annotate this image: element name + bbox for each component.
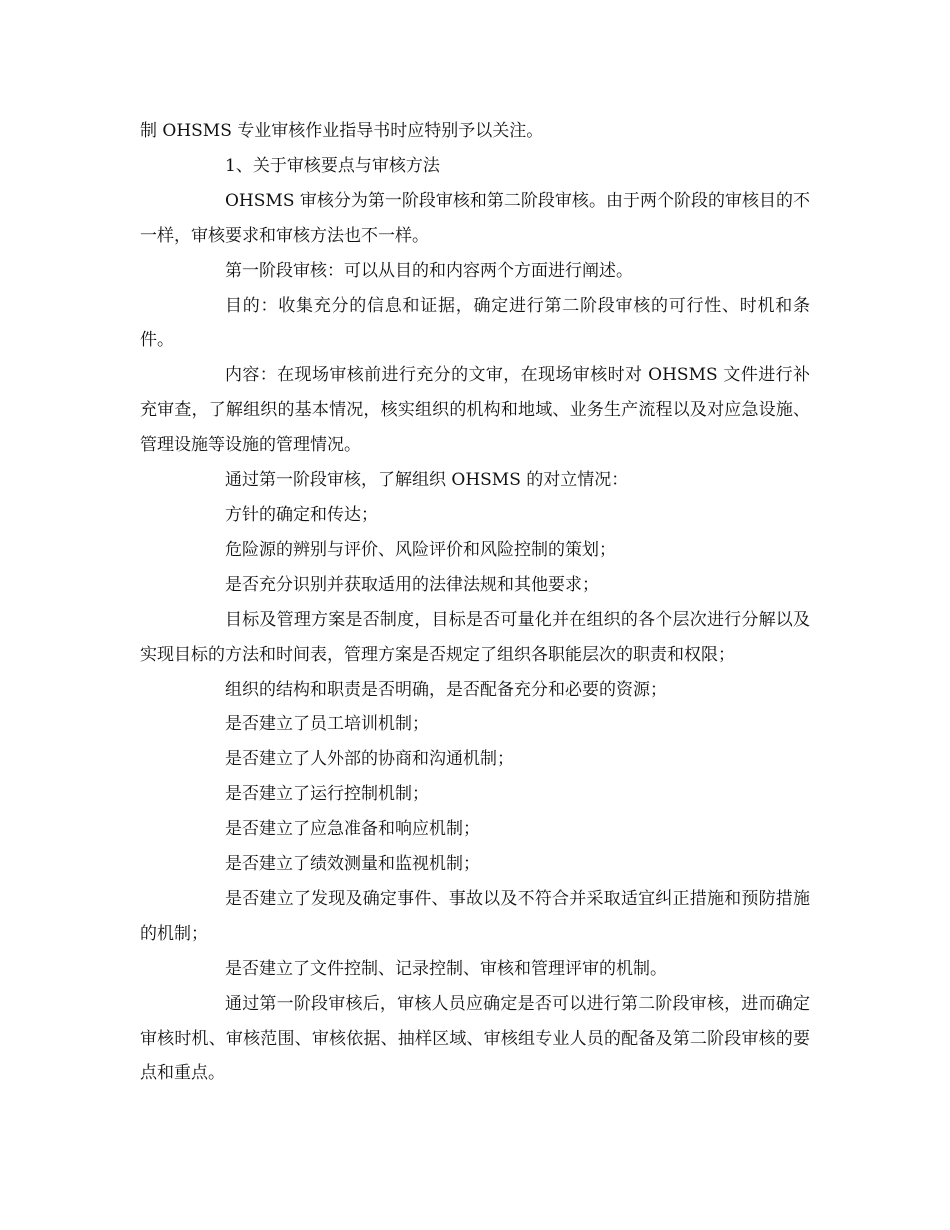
paragraph: 目的：收集充分的信息和证据，确定进行第二阶段审核的可行性、时机和条件。 [140,295,810,351]
paragraph: 第一阶段审核：可以从目的和内容两个方面进行阐述。 [225,260,633,281]
paragraph: 通过第一阶段审核，了解组织 OHSMS 的对立情况： [225,470,629,491]
paragraph: 通过第一阶段审核后，审核人员应确定是否可以进行第二阶段审核，进而确定审核时机、审核范围、审核依据、抽样区域、审核组专业人员的配备及第二阶段审核的要点和重点。 [140,993,810,1084]
list-item: 组织的结构和职责是否明确，是否配备充分和必要的资源； [225,679,667,700]
list-item: 是否建立了绩效测量和监视机制； [225,854,480,875]
list-item: 是否建立了应急准备和响应机制； [225,819,480,840]
list-item: 危险源的辨别与评价、风险评价和风险控制的策划； [225,539,616,560]
paragraph: OHSMS 审核分为第一阶段审核和第二阶段审核。由于两个阶段的审核目的不一样，审核要求和审核方法也不一样。 [140,190,810,246]
list-item: 是否建立了人外部的协商和沟通机制； [225,749,514,770]
paragraph: 内容：在现场审核前进行充分的文审，在现场审核时对 OHSMS 文件进行补充审查，了解组织的基本情况，核实组织的机构和地域、业务生产流程以及对应急设施、管理设施等设施的管理情况。 [140,365,810,456]
list-item: 是否建立了运行控制机制； [225,784,429,805]
list-item: 是否充分识别并获取适用的法律法规和其他要求； [225,574,599,595]
section-heading: 1、关于审核要点与审核方法 [225,155,440,176]
list-item: 目标及管理方案是否制度，目标是否可量化并在组织的各个层次进行分解以及实现目标的方法和时间表，管理方案是否规定了组织各职能层次的职责和权限； [140,609,810,665]
list-item: 是否建立了员工培训机制； [225,714,429,735]
document-body [140,114,810,1091]
list-item: 是否建立了文件控制、记录控制、审核和管理评审的机制。 [225,958,667,979]
paragraph-continuation: 制 OHSMS 专业审核作业指导书时应特别予以关注。 [140,121,544,141]
list-item: 方针的确定和传达； [225,504,378,525]
list-item: 是否建立了发现及确定事件、事故以及不符合并采取适宜纠正措施和预防措施的机制； [140,888,810,944]
